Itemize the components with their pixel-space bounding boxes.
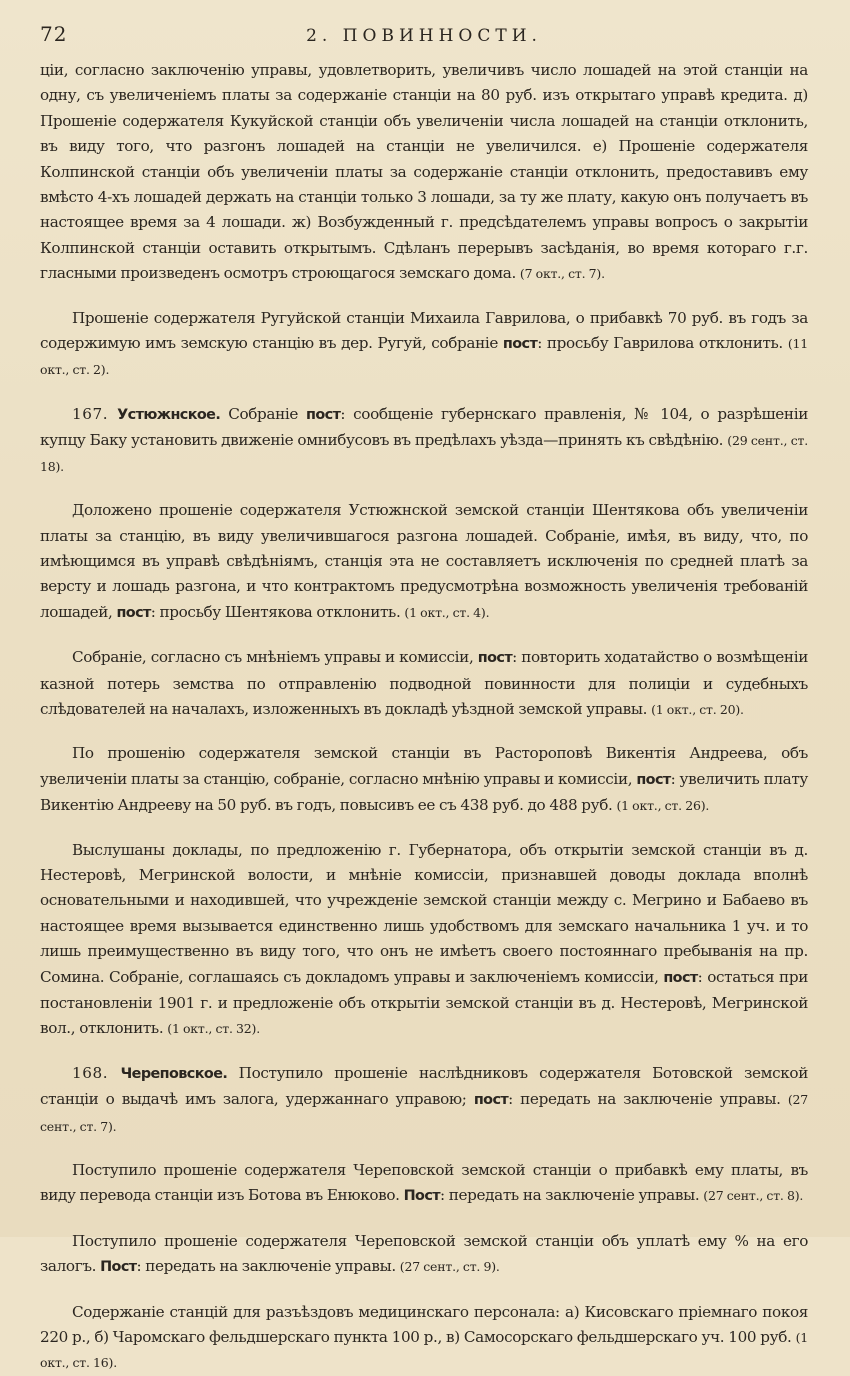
paragraph-p3-bold-term: Устюжнское.: [117, 406, 221, 423]
paragraph-p4-reference: (1 окт., ст. 4).: [404, 604, 490, 620]
paragraph-p7-text: Выслушаны доклады, по предложенію г. Губернатора, объ открытіи земской станціи въ д. Нестеровѣ, Мегринской волости, и мнѣніе комиссіи, признавшей доводы доклада вполнѣ основательными и находившей, что учрежденіе земской станціи между с. Мегрино и Бабаево въ настоящее время вызывается единственно лишь удобствомъ для земскаго начальника 1 уч. и то лишь преимущественно въ виду того, что онъ не имѣетъ своего постояннаго пребыванія на пр. Сомина. Собраніе, соглашаясь съ докладомъ управы и заключеніемъ комиссіи,: [40, 840, 808, 986]
paragraph-p2-text: Прошеніе содержателя Ругуйской станціи Михаила Гаврилова, о прибавкѣ 70 руб. въ годъ за содержимую имъ земскую станцію въ дер. Ругуй, собраніе: [40, 308, 808, 353]
paragraph-p10-reference: (27 сент., ст. 9).: [399, 1259, 500, 1275]
page-header: [40, 22, 808, 58]
paragraph-p10-bold-term: Пост: [100, 1259, 137, 1276]
paragraph-p3-bold-term: пост: [306, 406, 341, 423]
paragraph-p4-text: : просьбу Шентякова отклонить.: [150, 602, 405, 621]
paragraph-p7-bold-term: пост: [663, 969, 698, 986]
paragraph-p8-text: : передать на заключеніе управы.: [508, 1090, 788, 1109]
paragraph-p9-bold-term: Пост: [403, 1188, 440, 1205]
paragraph-p7: [40, 838, 808, 1042]
paragraph-p1-reference: (7 окт., ст. 7).: [519, 266, 605, 282]
paragraph-p5-bold-term: пост: [477, 650, 513, 667]
paragraph-p6-reference: (1 окт., ст. 26).: [616, 798, 710, 814]
paragraph-p10-text: : передать на заключеніе управы.: [136, 1257, 400, 1276]
paragraph-p2-reference: (11 окт., ст. 2).: [40, 336, 808, 378]
paragraph-p6-text: : увеличить плату Викентію Андрееву на 50 руб. въ годъ, повысивъ ее съ 438 руб. до 488 руб.: [40, 769, 808, 815]
paragraph-p1: [40, 58, 808, 287]
paragraph-p3-section-number: 167.: [72, 404, 118, 423]
paragraph-p10-text: Поступило прошеніе содержателя Череповской земской станціи объ уплатѣ ему % на его залогъ.: [40, 1231, 808, 1276]
body-text: [40, 58, 808, 1376]
paragraph-p11: [40, 1300, 808, 1376]
paragraph-p3-text: Собраніе: [220, 404, 307, 423]
paragraph-p5-text: Собраніе, согласно съ мнѣніемъ управы и комиссіи,: [72, 648, 478, 667]
paragraph-p3-reference: (29 сент., ст. 18).: [40, 433, 808, 474]
paragraph-p4: [40, 498, 808, 626]
paragraph-p2-text: : просьбу Гаврилова отклонить.: [537, 334, 788, 353]
paragraph-p9: [40, 1158, 808, 1210]
paragraph-p2-bold-term: пост: [502, 336, 538, 353]
paragraph-p6-text: По прошенію содержателя земской станціи въ Растороповѣ Викентія Андреева, объ увеличеніи платы за станцію, собраніе, согласно мнѣнію управы и комиссіи,: [40, 744, 808, 788]
paragraph-p1-text: ціи, согласно заключенію управы, удовлетворить, увеличивъ число лошадей на этой станціи на одну, съ увеличеніемъ платы за содержаніе станціи на 80 руб. изъ открытаго управѣ кредита. д) Прошеніе содержателя Кукуйской станціи объ увеличеніи числа лошадей на станціи отклонить, въ виду того, что разгонъ лошадей на станціи не увеличился. е) Прошеніе содержателя Колпинской станціи объ увеличеніи платы за содержаніе станціи отклонить, предоставивъ ему вмѣсто 4-хъ лошадей держать на станціи только 3 лошади, за ту же плату, какую онъ получаетъ въ настоящее время за 4 лошади. ж) Возбужденный г. предсѣдателемъ управы вопросъ о закрытіи Колпинской станціи оставить открытымъ. Сдѣланъ перерывъ засѣданія, во время котораго г.г. гласными произведенъ осмотръ строющагося земскаго дома.: [40, 61, 808, 283]
paragraph-p4-text: Доложено прошеніе содержателя Устюжнской земской станціи Шентякова объ увеличеніи платы за станцію, въ виду увеличившагося разгона лошадей. Собраніе, имѣя, въ виду, что, по имѣющимся въ управѣ свѣдѣніямъ, станція эта не составляетъ исключенія по средней платѣ за версту и лошадь разгона, и что контрактомъ предусмотрѣна возможность увеличенія требованій лошадей,: [40, 501, 808, 621]
paragraph-p7-reference: (1 окт., ст. 32).: [167, 1021, 260, 1037]
paragraph-p8-bold-term: пост: [473, 1092, 509, 1109]
paragraph-p11-reference: (1 окт., ст. 16).: [40, 1330, 808, 1371]
paragraph-p8-reference: (27 сент., ст. 7).: [40, 1092, 808, 1134]
page-number: 72: [40, 22, 68, 46]
paragraph-p5: [40, 645, 808, 722]
paragraph-p11-text: Содержаніе станцій для разъѣздовъ медицинскаго персонала: а) Кисовскаго пріемнаго покоя 220 р., б) Чаромскаго фельдшерскаго пункта 100 р., в) Самосорскаго фельдшерскаго уч. 100 руб.: [40, 1302, 808, 1347]
paragraph-p6-bold-term: пост: [636, 771, 671, 788]
paragraph-p9-text: Поступило прошеніе содержателя Череповской земской станціи о прибавкѣ ему платы, въ виду перевода станціи изъ Ботова въ Енюково.: [40, 1161, 808, 1205]
paragraph-p8-bold-term: Череповское.: [120, 1065, 228, 1082]
paragraph-p9-text: : передать на заключеніе управы.: [440, 1186, 704, 1205]
paragraph-p9-reference: (27 сент., ст. 8).: [703, 1188, 804, 1204]
paragraph-p5-text: : повторить ходатайство о возмѣщеніи казной потерь земства по отправленію подводной повинности для полиціи и судебныхъ слѣдователей на началахъ, изложенныхъ въ докладѣ уѣздной земской управы.: [40, 648, 808, 718]
paragraph-p6: [40, 741, 808, 818]
paragraph-p2: [40, 306, 808, 383]
paragraph-p8-section-number: 168.: [72, 1063, 121, 1082]
paragraph-p4-bold-term: пост: [116, 604, 151, 621]
paragraph-p7-text: : остаться при постановленіи 1901 г. и предложеніе объ открытіи земской станціи въ д. Нестеровѣ, Мегринской вол., отклонить.: [40, 967, 808, 1038]
running-head: 2. ПОВИННОСТИ.: [306, 26, 542, 46]
paragraph-p8: [40, 1061, 808, 1139]
paragraph-p5-reference: (1 окт., ст. 20).: [651, 701, 744, 717]
paragraph-p3: [40, 402, 808, 479]
paragraph-p8-text: Поступило прошеніе наслѣдниковъ содержателя Ботовской земской станціи о выдачѣ имъ залога, удержаннаго управою;: [40, 1063, 808, 1109]
paragraph-p3-text: : сообщеніе губернскаго правленія, № 104, о разрѣшеніи купцу Баку установить движеніе омнибусовъ въ предѣлахъ уѣзда—принять къ свѣдѣнію.: [40, 404, 808, 450]
